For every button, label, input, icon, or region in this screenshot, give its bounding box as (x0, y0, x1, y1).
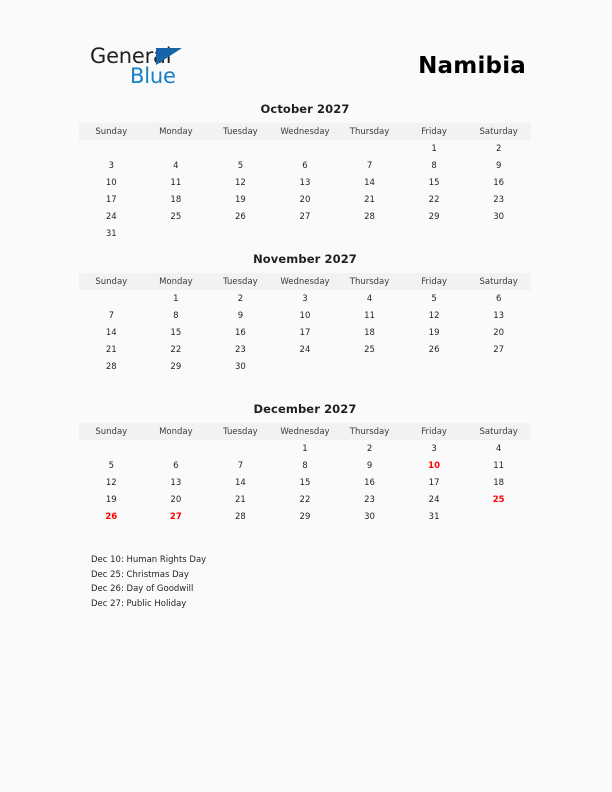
calendar-day: 17 (105, 194, 117, 205)
calendar-day: 20 (170, 494, 182, 505)
weekday-header-monday: Monday (159, 276, 193, 287)
calendar-day: 30 (364, 511, 375, 522)
calendar-day: 10 (105, 177, 117, 188)
weekday-header-thursday: Thursday (349, 126, 390, 137)
calendar-day: 23 (234, 344, 246, 355)
calendar-day: 31 (428, 511, 440, 522)
calendar-week-row (79, 457, 531, 474)
month-block-december (79, 402, 531, 525)
calendar-day: 11 (170, 177, 182, 188)
calendar-body (79, 290, 531, 375)
calendar-day: 15 (428, 177, 440, 188)
month-block-october (79, 102, 531, 242)
calendar-week-row (79, 341, 531, 358)
calendar-day: 29 (428, 211, 440, 222)
calendar-day: 4 (366, 293, 373, 304)
calendar-day: 22 (170, 344, 182, 355)
calendar-day: 2 (366, 443, 373, 454)
calendar-day: 15 (170, 327, 182, 338)
general-blue-logo (90, 44, 290, 92)
calendar-day: 21 (105, 344, 117, 355)
calendar-day-empty (466, 508, 531, 525)
calendar-week-row (79, 157, 531, 174)
calendar-day-empty (466, 225, 531, 242)
month-block-november (79, 252, 531, 375)
calendar-day: 18 (170, 194, 182, 205)
month-title: December 2027 (253, 402, 357, 416)
calendar-day-empty (79, 440, 144, 457)
legend-item: Dec 25: Christmas Day (91, 569, 189, 580)
legend-item: Dec 10: Human Rights Day (91, 555, 207, 565)
calendar-day: 26 (234, 211, 246, 222)
calendar-week-row (79, 140, 531, 157)
calendar-day: 16 (493, 177, 505, 188)
weekday-header-sunday: Sunday (95, 276, 128, 287)
calendar-day: 10 (299, 310, 311, 321)
calendar-day-empty (208, 140, 273, 157)
calendar-day-empty (144, 225, 209, 242)
calendar-day: 6 (302, 160, 308, 171)
calendar-day: 23 (493, 194, 505, 205)
calendar-day: 12 (428, 310, 440, 321)
calendar-table (79, 123, 531, 242)
calendar-day: 13 (299, 177, 311, 188)
calendar-day-empty (273, 358, 338, 375)
calendar-header-row (79, 123, 531, 140)
holiday-legend (91, 553, 491, 611)
calendar-week-row (79, 358, 531, 375)
weekday-header-tuesday: Tuesday (223, 276, 258, 287)
calendar-day: 5 (431, 293, 437, 304)
calendar-day: 19 (234, 194, 246, 205)
calendar-day: 28 (105, 361, 117, 372)
calendar-day: 3 (431, 443, 437, 454)
weekday-header-monday: Monday (159, 426, 193, 437)
calendar-day-empty (273, 225, 338, 242)
calendar-day: 5 (108, 460, 114, 471)
calendar-day: 14 (105, 327, 117, 338)
calendar-day: 15 (299, 477, 311, 488)
calendar-header-row (79, 423, 531, 440)
calendar-week-row (79, 440, 531, 457)
weekday-header-saturday: Saturday (479, 126, 518, 137)
calendar-week-row (79, 474, 531, 491)
calendar-day: 14 (364, 177, 375, 188)
calendar-day-holiday: 26 (105, 511, 118, 522)
calendar-day: 28 (234, 511, 246, 522)
weekday-header-saturday: Saturday (479, 276, 518, 287)
calendar-week-row (79, 225, 531, 242)
weekday-header-saturday: Saturday (479, 426, 518, 437)
calendar-table (79, 273, 531, 375)
calendar-day: 4 (495, 443, 502, 454)
calendar-day: 8 (431, 160, 437, 171)
calendar-body (79, 140, 531, 242)
calendar-week-row (79, 191, 531, 208)
calendar-day: 2 (495, 143, 502, 154)
calendar-day: 18 (493, 477, 505, 488)
calendar-day: 5 (237, 160, 244, 171)
calendar-day-empty (144, 440, 209, 457)
calendar-day: 17 (299, 327, 311, 338)
calendar-day: 1 (431, 143, 437, 154)
weekday-header-wednesday: Wednesday (280, 426, 330, 437)
calendar-day-empty (208, 225, 273, 242)
calendar-week-row (79, 491, 531, 508)
logo-text-general: General (90, 44, 172, 68)
calendar-week-row (79, 307, 531, 324)
calendar-day: 6 (173, 460, 179, 471)
calendar-header-row (79, 273, 531, 290)
weekday-header-friday: Friday (421, 126, 447, 137)
weekday-header-wednesday: Wednesday (280, 276, 330, 287)
calendar-week-row (79, 290, 531, 307)
calendar-day: 13 (493, 310, 505, 321)
calendar-day: 16 (364, 477, 375, 488)
calendar-day: 20 (493, 327, 505, 338)
calendar-week-row (79, 324, 531, 341)
calendar-day-empty (79, 290, 144, 307)
calendar-table (79, 423, 531, 525)
calendar-day: 31 (105, 228, 117, 239)
calendar-day: 11 (493, 460, 505, 471)
logo-text-blue: Blue (130, 64, 176, 88)
calendar-day: 23 (364, 494, 375, 505)
calendar-day-empty (402, 358, 467, 375)
calendar-day-empty (79, 140, 144, 157)
calendar-day: 25 (170, 211, 182, 222)
weekday-header-thursday: Thursday (349, 276, 390, 287)
calendar-body (79, 440, 531, 525)
calendar-day: 2 (237, 293, 244, 304)
calendar-day: 3 (108, 160, 114, 171)
weekday-header-sunday: Sunday (95, 126, 128, 137)
calendar-day-holiday: 27 (169, 511, 182, 522)
calendar-day: 7 (366, 160, 373, 171)
calendar-day: 11 (364, 310, 375, 321)
calendar-day: 1 (302, 443, 308, 454)
legend-item: Dec 26: Day of Goodwill (91, 584, 194, 594)
calendar-day-empty (144, 140, 209, 157)
calendar-day-empty (337, 358, 402, 375)
calendar-day: 24 (105, 211, 117, 222)
calendar-day: 17 (428, 477, 440, 488)
page-title: Namibia (418, 53, 526, 79)
weekday-header-friday: Friday (421, 426, 447, 437)
weekday-header-wednesday: Wednesday (280, 126, 330, 137)
logo-triangle-icon (156, 48, 182, 65)
calendar-day: 12 (105, 477, 117, 488)
weekday-header-sunday: Sunday (95, 426, 128, 437)
weekday-header-tuesday: Tuesday (223, 426, 258, 437)
calendar-day: 6 (495, 293, 502, 304)
calendar-week-row (79, 174, 531, 191)
weekday-header-tuesday: Tuesday (223, 126, 258, 137)
calendar-day-holiday: 25 (492, 494, 505, 505)
calendar-day: 29 (299, 511, 311, 522)
calendar-day: 14 (234, 477, 246, 488)
calendar-day: 20 (299, 194, 311, 205)
calendar-day: 30 (234, 361, 246, 372)
calendar-day: 16 (234, 327, 246, 338)
weekday-header-monday: Monday (159, 126, 193, 137)
calendar-day: 1 (173, 293, 179, 304)
calendar-day: 8 (302, 460, 308, 471)
calendar-day: 24 (299, 344, 311, 355)
calendar-day-empty (337, 225, 402, 242)
page-header (0, 0, 612, 100)
calendar-day: 18 (364, 327, 375, 338)
calendar-day: 9 (237, 310, 244, 321)
calendar-day: 29 (170, 361, 182, 372)
calendar-day-empty (337, 140, 402, 157)
calendar-day: 28 (364, 211, 375, 222)
calendar-day-empty (466, 358, 531, 375)
calendar-day: 13 (170, 477, 182, 488)
calendar-day: 8 (173, 310, 179, 321)
calendar-day: 7 (237, 460, 244, 471)
calendar-day: 9 (366, 460, 373, 471)
calendar-day: 22 (299, 494, 311, 505)
calendar-day: 27 (493, 344, 505, 355)
month-title: November 2027 (253, 252, 357, 266)
calendar-day: 21 (364, 194, 375, 205)
calendar-day: 26 (428, 344, 440, 355)
calendar-day: 12 (234, 177, 246, 188)
calendar-day-holiday: 10 (428, 460, 441, 471)
calendar-day: 25 (364, 344, 375, 355)
calendar-day: 30 (493, 211, 505, 222)
calendar-day: 27 (299, 211, 311, 222)
calendar-day-empty (273, 140, 338, 157)
weekday-header-friday: Friday (421, 276, 447, 287)
calendar-day: 9 (495, 160, 502, 171)
calendar-day: 21 (234, 494, 246, 505)
calendar-day: 19 (105, 494, 117, 505)
calendar-day: 4 (173, 160, 179, 171)
calendar-day: 7 (108, 310, 114, 321)
calendar-day-empty (402, 225, 467, 242)
calendar-day: 22 (428, 194, 440, 205)
calendar-day-empty (208, 440, 273, 457)
calendar-week-row (79, 508, 531, 525)
calendar-day: 24 (428, 494, 440, 505)
calendar-day: 3 (302, 293, 308, 304)
legend-item: Dec 27: Public Holiday (91, 598, 187, 609)
calendar-day: 19 (428, 327, 440, 338)
weekday-header-thursday: Thursday (349, 426, 390, 437)
calendar-week-row (79, 208, 531, 225)
month-title: October 2027 (260, 102, 350, 116)
